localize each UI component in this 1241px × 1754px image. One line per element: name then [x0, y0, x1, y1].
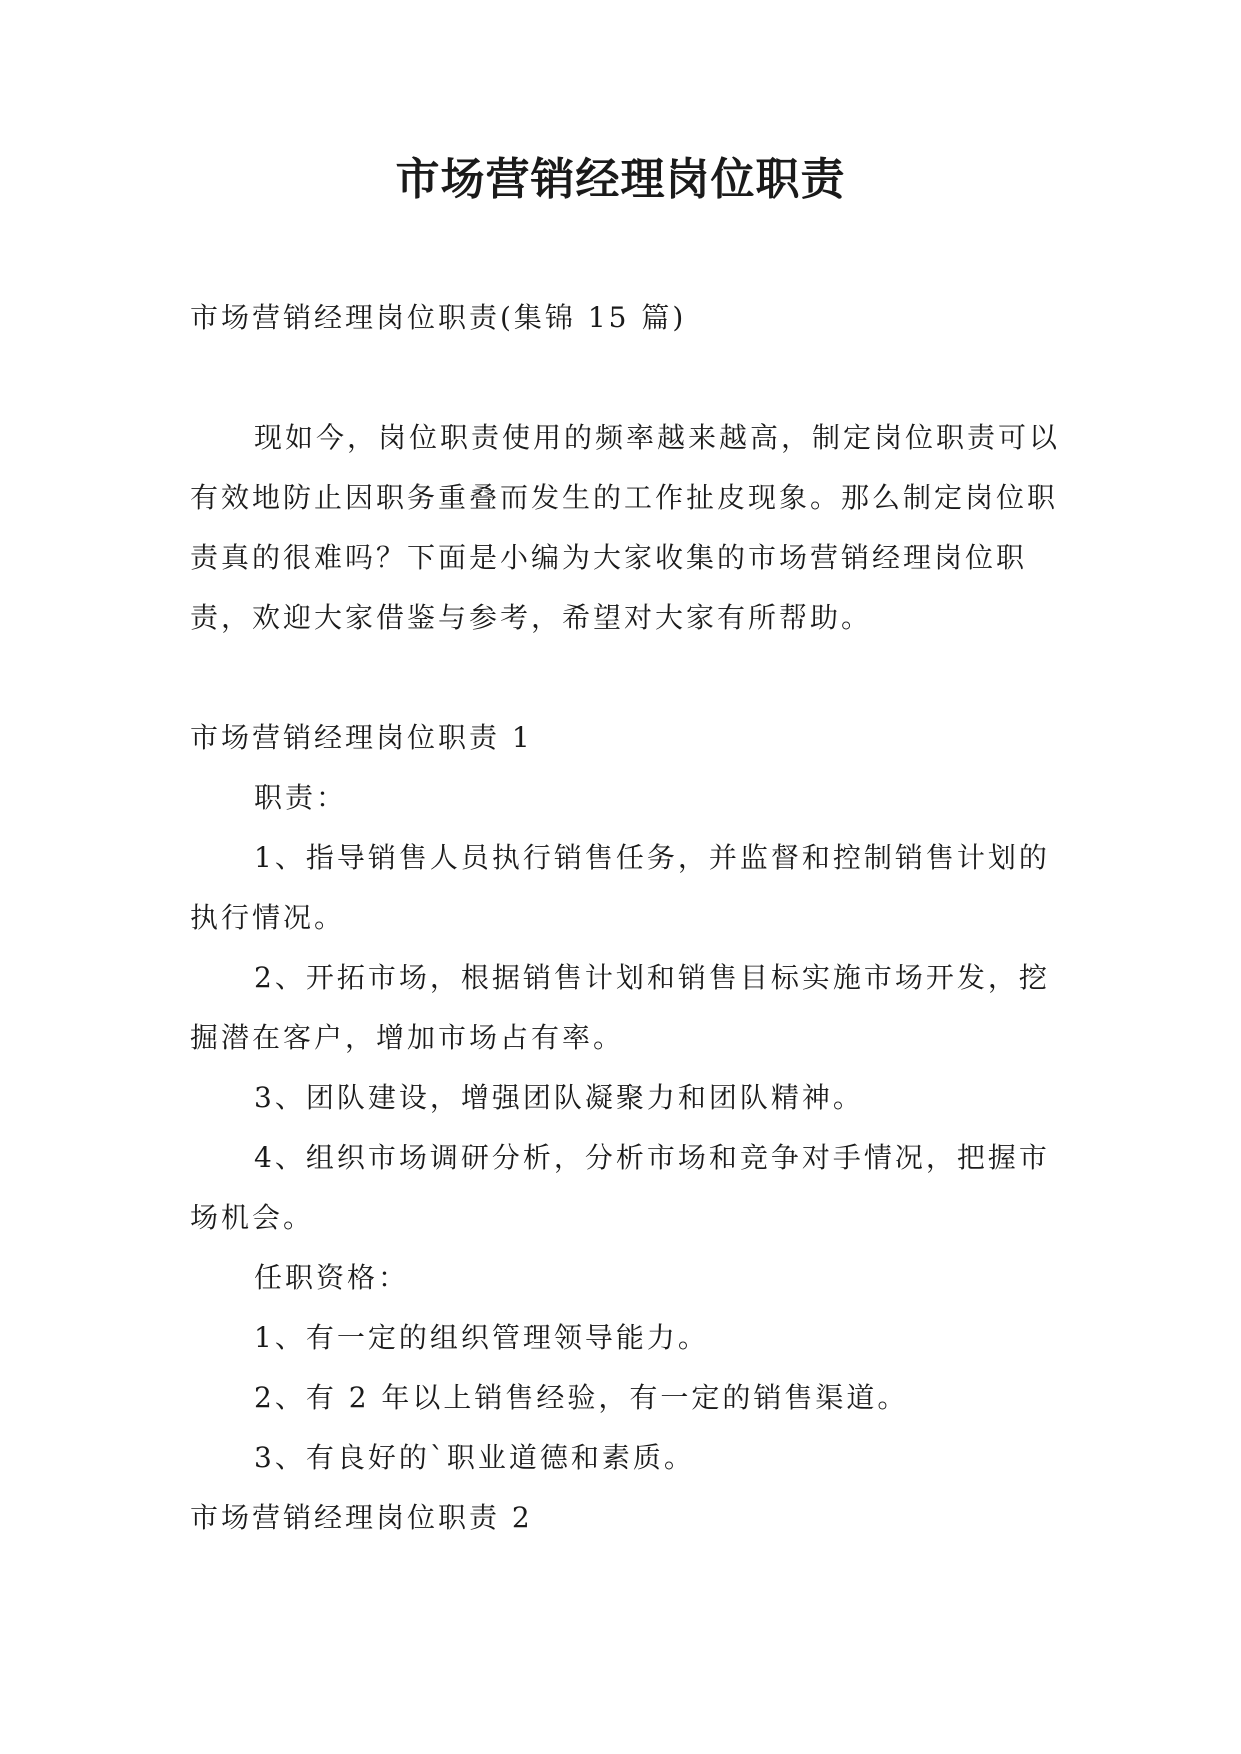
- duties-label: 职责：: [254, 781, 348, 814]
- duty-item: 2、开拓市场，根据销售计划和销售目标实施市场开发，挖掘潜在客户，增加市场占有率。: [190, 961, 1050, 1054]
- duty-item: 3、团队建设，增强团队凝聚力和团队精神。: [254, 1081, 864, 1114]
- document-body: [190, 288, 1070, 1548]
- document-title: 市场营销经理岗位职责: [395, 154, 846, 205]
- qualification-item: 2、有 2 年以上销售经验，有一定的销售渠道。: [254, 1381, 909, 1414]
- section-heading-2: 市场营销经理岗位职责 2: [190, 1501, 533, 1534]
- qualifications-label: 任职资格：: [254, 1261, 410, 1294]
- duty-item: 1、指导销售人员执行销售任务，并监督和控制销售计划的执行情况。: [190, 841, 1050, 934]
- section-heading-1: 市场营销经理岗位职责 1: [190, 721, 533, 754]
- qualification-item: 1、有一定的组织管理领导能力。: [254, 1321, 709, 1354]
- qualification-item: 3、有良好的`职业道德和素质。: [254, 1441, 695, 1474]
- intro-paragraph: 现如今，岗位职责使用的频率越来越高，制定岗位职责可以有效地防止因职务重叠而发生的工作扯皮现象。那么制定岗位职责真的很难吗？下面是小编为大家收集的市场营销经理岗位职责，欢迎大家借鉴与参考，希望对大家有所帮助。: [190, 421, 1061, 634]
- document-subtitle: 市场营销经理岗位职责(集锦 15 篇): [190, 301, 687, 334]
- duty-item: 4、组织市场调研分析，分析市场和竞争对手情况，把握市场机会。: [190, 1141, 1050, 1234]
